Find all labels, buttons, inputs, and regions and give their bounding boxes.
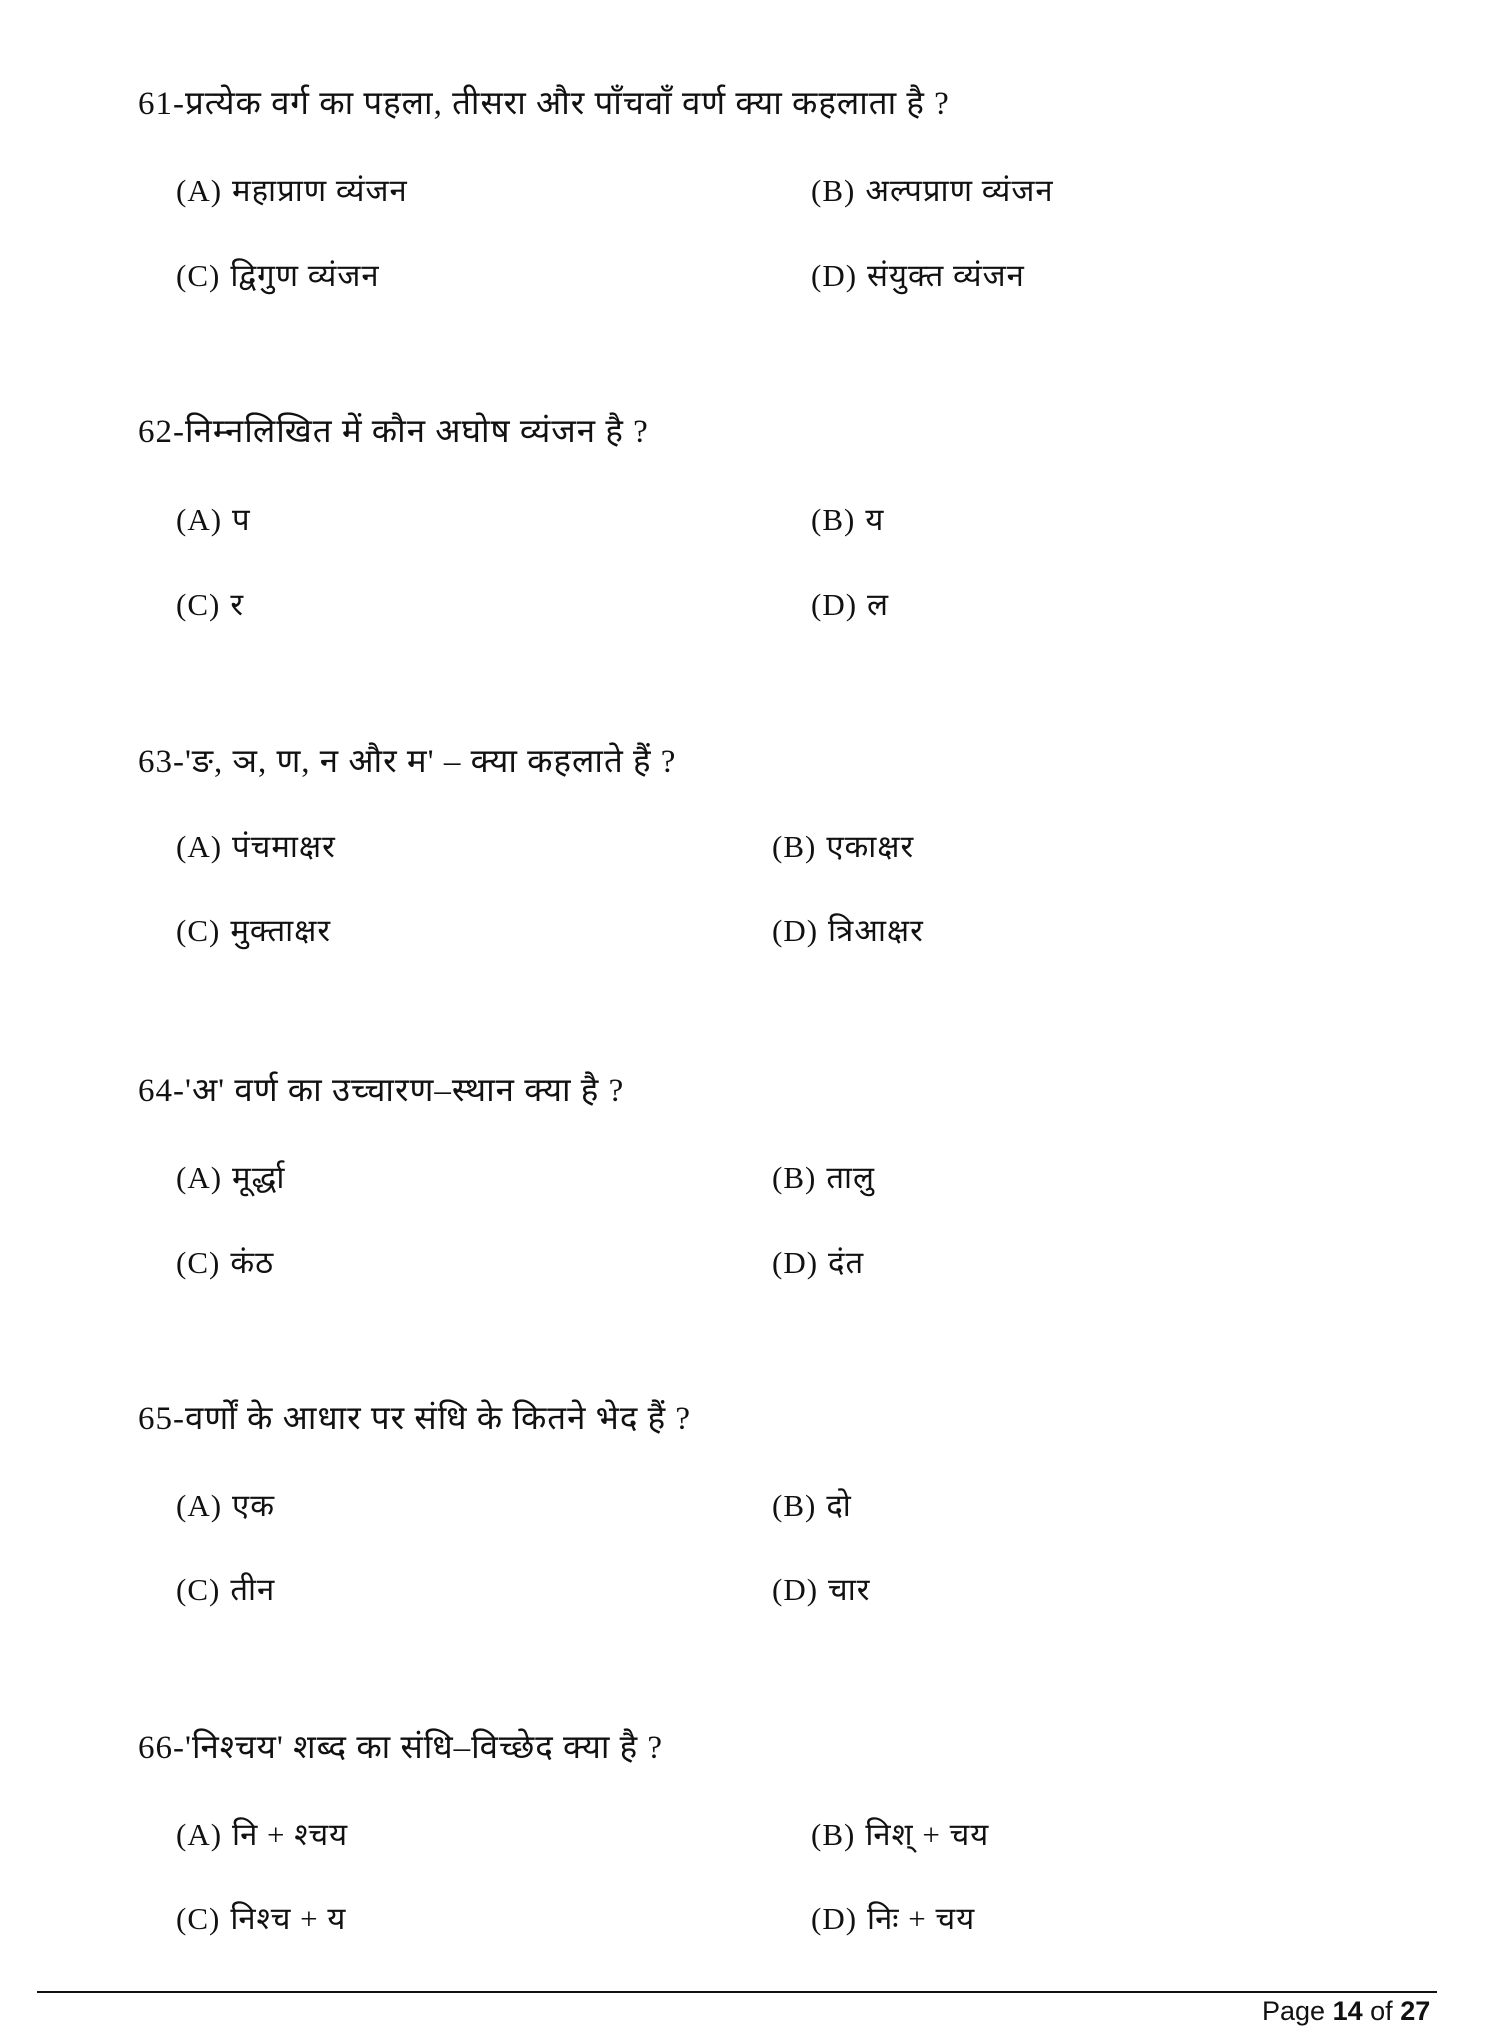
- option-a: [176, 500, 251, 540]
- option-text: प: [232, 502, 251, 537]
- question-text: 'ङ, ञ, ण, न और म' – क्या कहलाते हैं ?: [185, 744, 677, 780]
- option-text: एकाक्षर: [826, 829, 915, 864]
- page-number: [1262, 1994, 1430, 2028]
- option-text: महाप्राण व्यंजन: [232, 173, 408, 208]
- option-text: संयुक्त व्यंजन: [867, 258, 1025, 293]
- question-number: 65-: [138, 1401, 185, 1437]
- option-c: [176, 1899, 346, 1939]
- option-b: [772, 1486, 852, 1526]
- option-label: (B): [772, 1488, 817, 1523]
- option-text: मूर्द्धा: [232, 1160, 286, 1195]
- question-number: 66-: [138, 1730, 185, 1766]
- option-label: (A): [176, 173, 223, 208]
- question-number: 61-: [138, 86, 185, 122]
- option-label: (D): [811, 587, 858, 622]
- option-text: अल्पप्राण व्यंजन: [865, 173, 1054, 208]
- option-d: [811, 585, 889, 625]
- current-page: 14: [1332, 1996, 1363, 2026]
- option-label: (C): [176, 913, 221, 948]
- question-text: वर्णों के आधार पर संधि के कितने भेद हैं ?: [185, 1401, 692, 1437]
- question-number: 62-: [138, 414, 185, 450]
- option-label: (C): [176, 1901, 221, 1936]
- option-b: [811, 500, 884, 540]
- option-b: [811, 171, 1054, 211]
- option-d: [811, 256, 1025, 296]
- option-text: र: [230, 587, 245, 622]
- question-63: [138, 742, 676, 782]
- option-text: कंठ: [230, 1245, 275, 1280]
- question-66: [138, 1728, 663, 1768]
- option-text: निश् + चय: [865, 1817, 990, 1852]
- question-64: [138, 1071, 624, 1111]
- option-a: [176, 827, 336, 867]
- option-label: (D): [811, 1901, 858, 1936]
- option-text: चार: [828, 1572, 871, 1607]
- question-61: [138, 84, 950, 124]
- option-label: (B): [772, 829, 817, 864]
- option-text: द्विगुण व्यंजन: [230, 258, 380, 293]
- option-text: तालु: [826, 1160, 876, 1195]
- option-label: (D): [772, 1245, 819, 1280]
- option-a: [176, 171, 408, 211]
- total-pages: 27: [1400, 1996, 1431, 2026]
- footer-divider: [37, 1991, 1437, 1993]
- question-number: 63-: [138, 744, 185, 780]
- option-c: [176, 256, 380, 296]
- question-text: 'निश्चय' शब्द का संधि–विच्छेद क्या है ?: [185, 1730, 664, 1766]
- option-text: त्रिआक्षर: [828, 913, 924, 948]
- option-label: (B): [811, 1817, 856, 1852]
- option-a: [176, 1486, 275, 1526]
- option-text: दंत: [828, 1245, 865, 1280]
- page-prefix: Page: [1262, 1996, 1326, 2026]
- option-label: (A): [176, 829, 223, 864]
- option-d: [772, 1243, 864, 1283]
- option-text: तीन: [230, 1572, 276, 1607]
- option-text: दो: [826, 1488, 852, 1523]
- option-label: (A): [176, 1488, 223, 1523]
- of-label: of: [1370, 1996, 1393, 2026]
- option-text: पंचमाक्षर: [232, 829, 336, 864]
- option-label: (A): [176, 1160, 223, 1195]
- option-text: ल: [867, 587, 890, 622]
- option-c: [176, 585, 244, 625]
- option-label: (C): [176, 587, 221, 622]
- option-b: [772, 827, 914, 867]
- question-text: 'अ' वर्ण का उच्चारण–स्थान क्या है ?: [185, 1073, 625, 1109]
- option-text: नि + श्चय: [232, 1817, 349, 1852]
- question-text: प्रत्येक वर्ग का पहला, तीसरा और पाँचवाँ वर्ण क्या कहलाता है ?: [185, 86, 950, 122]
- option-label: (B): [811, 502, 856, 537]
- option-label: (C): [176, 1245, 221, 1280]
- option-label: (B): [772, 1160, 817, 1195]
- option-text: निः + चय: [867, 1901, 976, 1936]
- option-b: [811, 1815, 989, 1855]
- option-label: (D): [772, 913, 819, 948]
- question-65: [138, 1399, 691, 1439]
- question-number: 64-: [138, 1073, 185, 1109]
- option-d: [772, 1570, 870, 1610]
- question-62: [138, 412, 649, 452]
- option-c: [176, 911, 331, 951]
- option-d: [772, 911, 924, 951]
- option-label: (C): [176, 1572, 221, 1607]
- option-d: [811, 1899, 975, 1939]
- option-a: [176, 1158, 285, 1198]
- option-label: (D): [811, 258, 858, 293]
- option-label: (C): [176, 258, 221, 293]
- option-label: (B): [811, 173, 856, 208]
- option-c: [176, 1570, 275, 1610]
- option-a: [176, 1815, 348, 1855]
- option-text: निश्च + य: [230, 1901, 347, 1936]
- option-c: [176, 1243, 274, 1283]
- question-text: निम्नलिखित में कौन अघोष व्यंजन है ?: [185, 414, 649, 450]
- option-label: (A): [176, 502, 223, 537]
- option-b: [772, 1158, 875, 1198]
- option-text: मुक्ताक्षर: [230, 913, 332, 948]
- option-label: (D): [772, 1572, 819, 1607]
- option-label: (A): [176, 1817, 223, 1852]
- option-text: एक: [232, 1488, 275, 1523]
- option-text: य: [865, 502, 885, 537]
